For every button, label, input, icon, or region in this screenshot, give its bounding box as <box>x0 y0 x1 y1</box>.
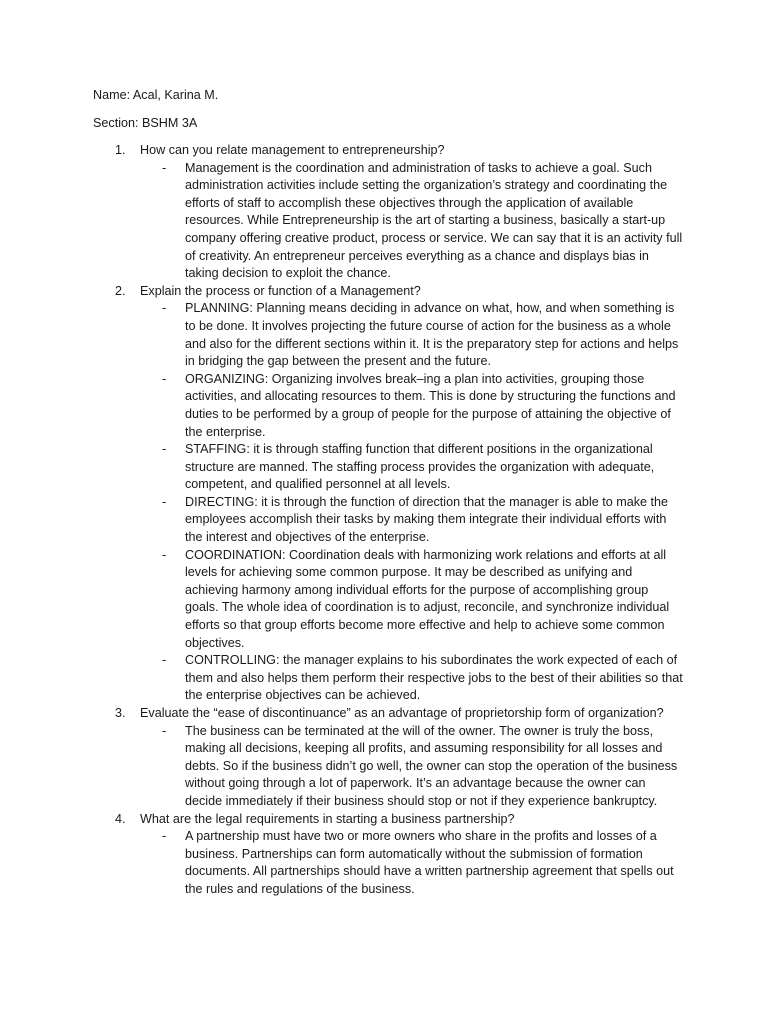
question-item <box>93 811 683 899</box>
bullet-dash: - <box>162 653 167 668</box>
question-number: 3. <box>115 706 126 720</box>
question-item <box>93 705 683 811</box>
bullet-dash: - <box>162 301 167 316</box>
question-text: Explain the process or function of a Management? <box>140 283 421 298</box>
question-text: How can you relate management to entrepreneurship? <box>140 143 445 157</box>
answer-text: Management is the coordination and administration of tasks to achieve a goal. Such administration activities include setting the organization’s strategy and coordinating the efforts of staff to accomplish these objectives through the application of available resources. While Entrepreneurship is the art of starting a business, basically a start-up company offering creative product, process or service. We can say that it is an activity full of creativity. An entrepreneur perceives everything as a chance and displays bias in taking decision to exploit the chance. <box>185 160 683 281</box>
answer-list <box>93 160 683 283</box>
answer-text: A partnership must have two or more owners who share in the profits and losses of a business. Partnerships can form automatically without the submission of formation documents. All partnerships should have a written partnership agreement that spells out the rules and regulations of the business. <box>185 829 674 896</box>
bullet-dash: - <box>162 371 167 386</box>
answer-item-planning <box>93 300 683 370</box>
bullet-dash: - <box>162 494 167 509</box>
question-list <box>93 142 683 899</box>
answer-item-coordination <box>93 547 683 653</box>
answer-list <box>93 828 683 898</box>
bullet-dash: - <box>162 160 167 175</box>
student-section: Section: BSHM 3A <box>93 116 198 130</box>
answer-item <box>93 160 683 283</box>
bullet-dash: - <box>162 723 167 738</box>
bullet-dash: - <box>162 547 167 562</box>
answer-text: ORGANIZING: Organizing involves break–ing a plan into activities, grouping those activities, and allocating resources to them. This is done by structuring the functions and duties to be performed by a group of people for the purpose of attaining the objective of the enterprise. <box>185 371 676 439</box>
answer-item-directing <box>93 494 683 547</box>
question-number: 2. <box>115 283 126 298</box>
answer-item-staffing <box>93 441 683 494</box>
answer-item <box>93 828 683 898</box>
answer-list <box>93 723 683 811</box>
answer-text: PLANNING: Planning means deciding in advance on what, how, and when something is to be done. It involves projecting the future course of action for the business as a whole and also for the different sections within it. It is the preparatory step for actions and helps in bridging the gap between the present and the future. <box>185 301 679 369</box>
answer-text: STAFFING: it is through staffing function that different positions in the organizational structure are manned. The staffing process provides the organization with adequate, competent, and qualified personnel at all levels. <box>185 442 655 492</box>
answer-text: COORDINATION: Coordination deals with harmonizing work relations and efforts at all levels for achieving some common purpose. It may be described as unifying and achieving harmony among individual efforts for the purpose of accomplishing group goals. The whole idea of coordination is to adjust, reconcile, and synchronize individual efforts so that group efforts become more effective and help to achieve some common objectives. <box>185 547 670 650</box>
answer-text: The business can be terminated at the will of the owner. The owner is truly the boss, making all decisions, keeping all profits, and assuming responsibility for all losses and debts. So if the business didn’t go well, the owner can stop the operation of the business without going through a lot of paperwork. It’s an advantage because the owner can decide immediately if their business should stop or not if they experience bankruptcy. <box>185 723 678 808</box>
student-name: Name: Acal, Karina M. <box>93 88 219 102</box>
question-item <box>93 283 683 705</box>
question-text: Evaluate the “ease of discontinuance” as an advantage of proprietorship form of organization? <box>140 706 664 720</box>
answer-item-controlling <box>93 652 683 705</box>
bullet-dash: - <box>162 442 167 457</box>
question-number: 1. <box>115 143 126 157</box>
question-number: 4. <box>115 811 126 826</box>
bullet-dash: - <box>162 829 167 844</box>
answer-list <box>93 300 683 705</box>
answer-item-organizing <box>93 371 683 441</box>
answer-item <box>93 723 683 811</box>
answer-text: CONTROLLING: the manager explains to his subordinates the work expected of each of them and also helps them perform their respective jobs to the best of their abilities so that the enterprise objectives can be achieved. <box>185 653 683 703</box>
question-item <box>93 142 683 283</box>
answer-text: DIRECTING: it is through the function of direction that the manager is able to make the employees accomplish their tasks by making them integrate their individual efforts with the interest and objectives of the enterprise. <box>185 494 669 545</box>
question-text: What are the legal requirements in starting a business partnership? <box>140 811 515 826</box>
